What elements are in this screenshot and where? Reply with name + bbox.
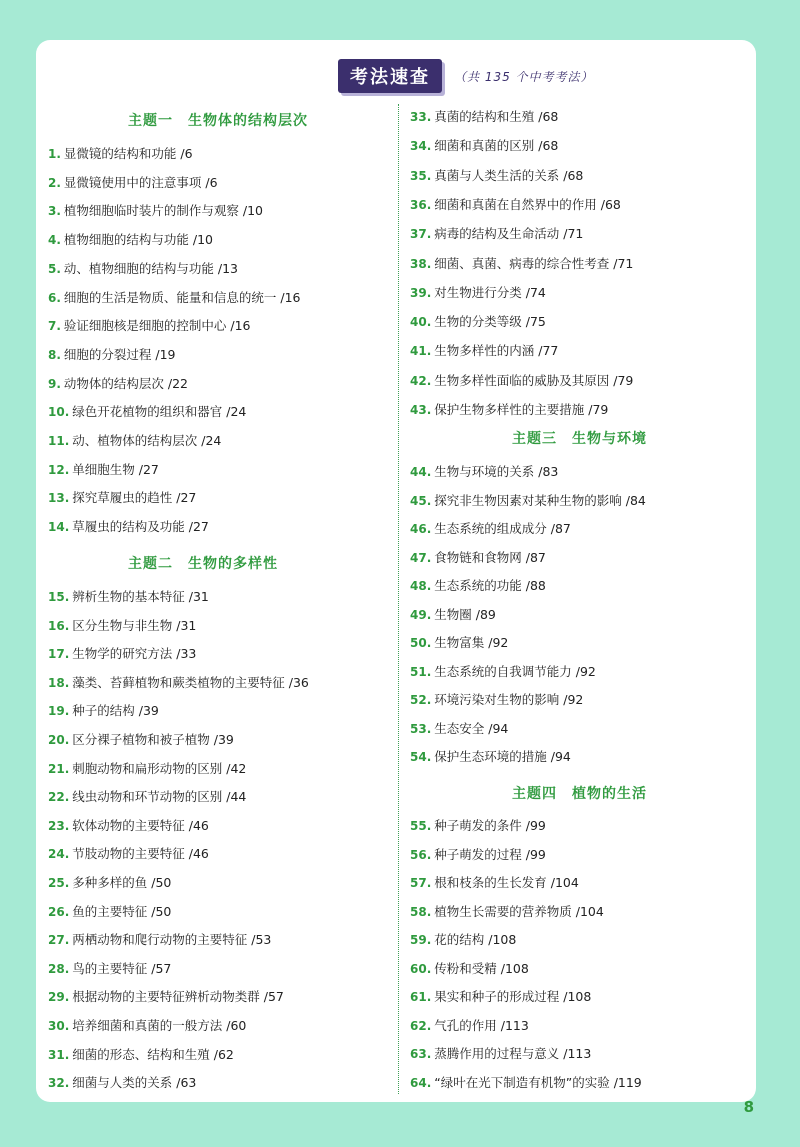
toc-item-label: 花的结构 /108 — [434, 932, 517, 947]
toc-item-number: 28. — [48, 961, 70, 976]
toc-item-label: 植物生长需要的营养物质 /104 — [434, 903, 604, 919]
toc-item-number: 20. — [48, 733, 70, 747]
toc-item-label: 环境污染对生物的影响 /92 — [434, 692, 584, 707]
toc-item-label: 真菌与人类生活的关系 /68 — [434, 167, 584, 183]
toc-item-number: 53. — [410, 721, 432, 736]
toc-item-label: 对生物进行分类 /74 — [434, 284, 546, 300]
page-subtitle: （共 135 个中考考法） — [454, 69, 594, 84]
toc-item-number: 43. — [410, 403, 432, 417]
toc-item-label: 真菌的结构和生殖 /68 — [434, 109, 559, 124]
toc-item[interactable] — [410, 578, 546, 594]
toc-item[interactable] — [48, 989, 284, 1005]
toc-item-number: 57. — [410, 876, 432, 890]
toc-item[interactable] — [48, 376, 188, 392]
toc-item-label: 生态系统的功能 /88 — [434, 578, 546, 593]
toc-item-number: 11. — [48, 434, 70, 448]
toc-item-label: 动、植物体的结构层次 /24 — [72, 433, 222, 448]
toc-item-number: 64. — [410, 1075, 432, 1090]
toc-item-number: 48. — [410, 579, 432, 593]
toc-item[interactable] — [48, 904, 171, 920]
toc-item-label: 生态安全 /94 — [434, 720, 509, 736]
toc-item-number: 24. — [48, 847, 70, 862]
toc-item-number: 25. — [48, 876, 70, 890]
toc-item[interactable] — [48, 789, 246, 805]
toc-item[interactable] — [48, 646, 196, 662]
toc-item-label: 探究非生物因素对某种生物的影响 /84 — [434, 492, 646, 508]
toc-item[interactable] — [410, 875, 579, 891]
toc-item-number: 16. — [48, 618, 70, 633]
toc-item-number: 59. — [410, 933, 432, 947]
toc-item[interactable] — [410, 904, 604, 920]
toc-item-label: 植物细胞的结构与功能 /10 — [63, 232, 214, 248]
toc-item[interactable] — [410, 550, 546, 566]
toc-item-label: 探究草履虫的趋性 /27 — [72, 490, 197, 506]
toc-item[interactable] — [48, 932, 271, 948]
toc-item[interactable] — [410, 285, 546, 301]
toc-item-label: 生态系统的自我调节能力 /92 — [434, 663, 596, 679]
toc-item-label: 草履虫的结构及功能 /27 — [72, 519, 209, 535]
toc-item[interactable] — [48, 519, 209, 535]
toc-item-label: 生态系统的组成成分 /87 — [434, 521, 571, 536]
toc-item-number: 15. — [48, 590, 70, 604]
toc-item-label: 种子的结构 /39 — [72, 703, 159, 719]
toc-item-number: 8. — [48, 347, 61, 362]
toc-item-number: 17. — [48, 647, 70, 662]
toc-item-number: 39. — [410, 285, 432, 300]
toc-item-label: 细菌和真菌的区别 /68 — [434, 138, 559, 154]
toc-item-label: 生物与环境的关系 /83 — [434, 464, 559, 479]
toc-item[interactable] — [410, 373, 633, 389]
toc-item-number: 45. — [410, 493, 432, 508]
toc-item-label: 细菌和真菌在自然界中的作用 /68 — [434, 196, 621, 212]
toc-item-number: 18. — [48, 675, 70, 690]
toc-item-label: 显微镜的结构和功能 /6 — [63, 146, 193, 161]
toc-item-number: 62. — [410, 1018, 432, 1033]
toc-item[interactable] — [410, 197, 621, 213]
toc-item-number: 46. — [410, 522, 432, 536]
toc-item-label: 病毒的结构及生命活动 /71 — [434, 226, 584, 242]
toc-item[interactable] — [48, 261, 238, 277]
toc-item-label: 根据动物的主要特征辨析动物类群 /57 — [72, 989, 284, 1005]
toc-item-label: 验证细胞核是细胞的控制中心 /16 — [63, 318, 251, 334]
toc-item-label: 鸟的主要特征 /57 — [72, 960, 172, 976]
toc-item-number: 19. — [48, 704, 70, 719]
toc-item[interactable] — [410, 1018, 529, 1034]
toc-item[interactable] — [410, 635, 508, 651]
toc-item-number: 50. — [410, 636, 432, 650]
toc-item-number: 2. — [48, 175, 61, 190]
column-divider — [398, 104, 399, 1094]
toc-item[interactable] — [48, 675, 309, 691]
toc-item-number: 12. — [48, 462, 70, 477]
toc-item[interactable] — [410, 664, 596, 680]
toc-item-number: 47. — [410, 550, 432, 565]
toc-item-number: 56. — [410, 847, 432, 862]
toc-item-label: 生物多样性的内涵 /77 — [434, 343, 559, 359]
toc-item[interactable] — [48, 347, 176, 363]
toc-item-label: 细菌与人类的关系 /63 — [72, 1075, 197, 1091]
toc-item-label: 种子萌发的过程 /99 — [434, 846, 546, 862]
toc-item[interactable] — [410, 521, 571, 537]
toc-item-number: 34. — [410, 139, 432, 154]
toc-item-number: 55. — [410, 819, 432, 833]
toc-item[interactable] — [410, 989, 591, 1005]
toc-item-label: 区分生物与非生物 /31 — [72, 617, 197, 633]
toc-item-label: 线虫动物和环节动物的区别 /44 — [72, 789, 247, 805]
toc-item[interactable] — [410, 692, 583, 708]
toc-item[interactable] — [48, 846, 209, 862]
toc-item-label: 细胞的分裂过程 /19 — [63, 346, 176, 362]
toc-item-number: 58. — [410, 904, 432, 919]
toc-item-number: 37. — [410, 227, 432, 242]
toc-item[interactable] — [48, 589, 209, 605]
toc-item[interactable] — [48, 290, 301, 306]
toc-item-number: 49. — [410, 607, 432, 622]
toc-item[interactable] — [410, 109, 558, 125]
section-heading: 主题四 植物的生活 — [512, 786, 647, 802]
toc-item-label: 辨析生物的基本特征 /31 — [72, 589, 209, 604]
toc-item-number: 60. — [410, 961, 432, 976]
toc-item[interactable] — [410, 493, 646, 509]
toc-item-label: 植物细胞临时装片的制作与观察 /10 — [63, 203, 264, 219]
toc-item-label: 生物富集 /92 — [434, 635, 509, 650]
toc-item-number: 5. — [48, 261, 61, 276]
toc-item[interactable] — [410, 343, 558, 359]
toc-item[interactable] — [48, 433, 221, 449]
toc-item[interactable] — [48, 1047, 234, 1063]
toc-item-label: 鱼的主要特征 /50 — [72, 903, 172, 919]
toc-item-label: 多种多样的鱼 /50 — [72, 875, 172, 890]
toc-item-number: 22. — [48, 790, 70, 805]
toc-item[interactable] — [48, 875, 171, 891]
toc-item-label: 培养细菌和真菌的一般方法 /60 — [72, 1018, 247, 1033]
toc-item[interactable] — [410, 932, 516, 948]
toc-item-number: 23. — [48, 818, 70, 833]
toc-item-label: 软体动物的主要特征 /46 — [72, 817, 209, 833]
toc-item-number: 10. — [48, 405, 70, 420]
toc-item-number: 13. — [48, 491, 70, 506]
toc-item[interactable] — [410, 1046, 591, 1062]
toc-item[interactable] — [410, 607, 496, 623]
page-number: 8 — [743, 1098, 754, 1116]
toc-item[interactable] — [48, 818, 209, 834]
page-header — [338, 58, 594, 94]
toc-item-label: 动物体的结构层次 /22 — [63, 375, 189, 391]
toc-item-number: 6. — [48, 290, 61, 305]
toc-item-number: 41. — [410, 344, 432, 359]
toc-item-number: 29. — [48, 990, 70, 1005]
toc-item-label: 两栖动物和爬行动物的主要特征 /53 — [72, 932, 272, 948]
toc-item-label: 细胞的生活是物质、能量和信息的统一 /16 — [63, 289, 301, 305]
toc-item-number: 33. — [410, 110, 432, 124]
toc-item-label: 动、植物细胞的结构与功能 /13 — [63, 260, 239, 276]
section-heading: 主题一 生物体的结构层次 — [128, 113, 308, 129]
toc-item[interactable] — [410, 138, 558, 154]
toc-item-label: 绿色开花植物的组织和器官 /24 — [72, 404, 247, 420]
toc-item-number: 7. — [48, 319, 61, 334]
toc-item[interactable] — [48, 146, 193, 162]
toc-item[interactable] — [410, 847, 546, 863]
toc-item[interactable] — [410, 314, 546, 330]
toc-item-label: 区分裸子植物和被子植物 /39 — [72, 732, 234, 747]
toc-item[interactable] — [48, 732, 234, 748]
toc-item-label: 食物链和食物网 /87 — [434, 549, 546, 565]
section-heading: 主题三 生物与环境 — [512, 431, 647, 447]
toc-item-label: 保护生态环境的措施 /94 — [434, 749, 571, 764]
toc-item[interactable] — [48, 490, 196, 506]
toc-item-number: 26. — [48, 904, 70, 919]
toc-item[interactable] — [48, 232, 213, 248]
toc-item[interactable] — [48, 175, 218, 191]
toc-item-label: 生物的分类等级 /75 — [434, 314, 546, 330]
toc-item-number: 21. — [48, 761, 70, 776]
toc-item[interactable] — [410, 749, 571, 765]
toc-item-number: 44. — [410, 465, 432, 479]
toc-item-number: 61. — [410, 990, 432, 1004]
toc-item-label: 细菌的形态、结构和生殖 /62 — [72, 1046, 234, 1062]
toc-item-number: 36. — [410, 197, 432, 212]
toc-item[interactable] — [48, 1075, 196, 1091]
toc-item[interactable] — [48, 961, 171, 977]
toc-item-number: 63. — [410, 1047, 432, 1061]
toc-item-label: 生物多样性面临的威胁及其原因 /79 — [434, 372, 634, 388]
toc-item-label: 根和枝条的生长发育 /104 — [434, 875, 579, 890]
toc-item-number: 14. — [48, 520, 70, 535]
toc-item-label: 细菌、真菌、病毒的综合性考查 /71 — [434, 255, 634, 271]
toc-item-number: 30. — [48, 1019, 70, 1033]
toc-item-number: 3. — [48, 204, 61, 219]
toc-item-label: 保护生物多样性的主要措施 /79 — [434, 402, 609, 417]
toc-item-number: 38. — [410, 256, 432, 271]
toc-item-number: 31. — [48, 1047, 70, 1062]
toc-item[interactable] — [48, 618, 196, 634]
toc-item-number: 9. — [48, 376, 61, 391]
toc-item[interactable] — [48, 462, 159, 478]
toc-item-number: 42. — [410, 373, 432, 388]
toc-item[interactable] — [48, 1018, 246, 1034]
toc-item-number: 54. — [410, 750, 432, 764]
toc-item-number: 35. — [410, 168, 432, 183]
toc-item-label: 传粉和受精 /108 — [434, 960, 529, 976]
toc-item-label: 种子萌发的条件 /99 — [434, 818, 546, 833]
toc-item[interactable] — [410, 226, 583, 242]
section-heading: 主题二 生物的多样性 — [128, 556, 278, 572]
toc-item-label: 节肢动物的主要特征 /46 — [72, 846, 209, 862]
toc-item[interactable] — [410, 1075, 642, 1091]
toc-item[interactable] — [48, 761, 246, 777]
toc-item[interactable] — [410, 721, 508, 737]
toc-item-number: 32. — [48, 1076, 70, 1091]
toc-item[interactable] — [48, 203, 263, 219]
toc-item-label: 果实和种子的形成过程 /108 — [434, 989, 592, 1004]
toc-item[interactable] — [48, 404, 246, 420]
toc-item[interactable] — [410, 961, 529, 977]
toc-item-number: 4. — [48, 233, 61, 248]
page-title: 考法速查 — [338, 59, 442, 93]
toc-item-label: 生物学的研究方法 /33 — [72, 646, 197, 662]
toc-item-label: 蒸腾作用的过程与意义 /113 — [434, 1046, 592, 1061]
toc-item[interactable] — [410, 464, 558, 480]
toc-item-number: 27. — [48, 933, 70, 948]
toc-item-label: 生物圈 /89 — [434, 606, 496, 622]
toc-item-number: 51. — [410, 664, 432, 679]
toc-item-label: 气孔的作用 /113 — [434, 1017, 529, 1033]
toc-item-label: 显微镜使用中的注意事项 /6 — [63, 174, 218, 190]
toc-item[interactable] — [410, 818, 546, 834]
toc-item-label: 单细胞生物 /27 — [72, 461, 159, 477]
toc-item-label: “绿叶在光下制造有机物”的实验 /119 — [434, 1074, 642, 1090]
toc-item-label: 刺胞动物和扁形动物的区别 /42 — [72, 760, 247, 776]
toc-item-number: 52. — [410, 693, 432, 707]
toc-item-number: 40. — [410, 315, 432, 330]
toc-item[interactable] — [48, 318, 251, 334]
toc-item[interactable] — [410, 402, 608, 418]
toc-item[interactable] — [410, 256, 633, 272]
toc-item-number: 1. — [48, 147, 61, 161]
toc-item-label: 藻类、苔藓植物和蕨类植物的主要特征 /36 — [72, 674, 309, 690]
toc-item[interactable] — [410, 168, 583, 184]
toc-item[interactable] — [48, 703, 159, 719]
